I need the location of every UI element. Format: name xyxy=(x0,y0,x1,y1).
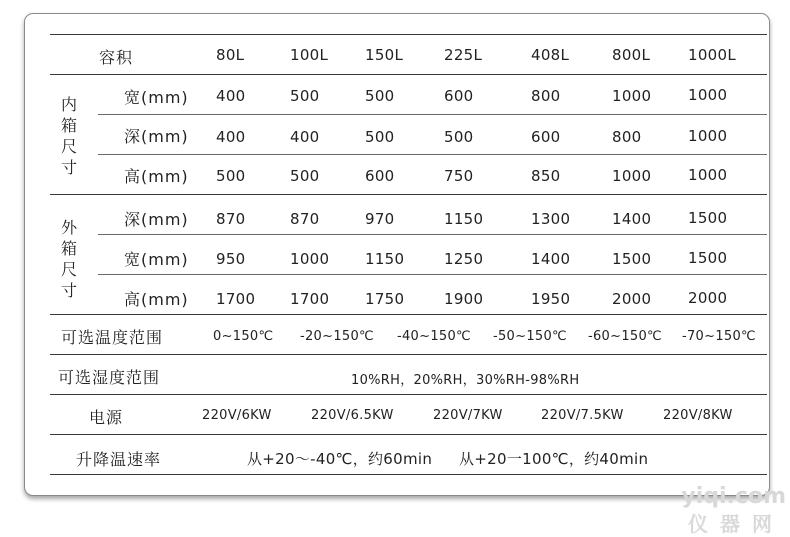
watermark xyxy=(666,484,786,536)
power-label: 电源 xyxy=(89,408,124,427)
power-cell: 220V/7.5KW xyxy=(541,408,624,423)
power-cell: 220V/7KW xyxy=(433,408,503,423)
rate-cool-value: 从+20～-40℃，约60min xyxy=(247,450,433,468)
temp-range-cell: -70~150℃ xyxy=(682,329,756,344)
volume-header-cell: 800L xyxy=(612,46,651,64)
table-subrule xyxy=(98,114,767,115)
inner-cell: 400 xyxy=(216,87,246,105)
inner-cell: 500 xyxy=(290,167,320,185)
power-cell: 220V/6.5KW xyxy=(311,408,394,423)
outer-cell: 1900 xyxy=(444,290,484,308)
outer-cell: 1300 xyxy=(531,210,571,228)
temp-range-cell: -20~150℃ xyxy=(300,329,374,344)
outer-cell: 2000 xyxy=(688,289,728,307)
inner-cell: 1000 xyxy=(612,167,652,185)
table-subrule xyxy=(98,154,767,155)
inner-cell: 500 xyxy=(365,87,395,105)
table-rule xyxy=(50,74,767,75)
table-rule xyxy=(50,474,767,475)
watermark-url: yiqi.com xyxy=(681,484,786,509)
inner-cell: 400 xyxy=(290,128,320,146)
table-rule xyxy=(50,434,767,435)
inner-cell: 750 xyxy=(444,167,474,185)
table-rule xyxy=(50,194,767,195)
inner-cell: 1000 xyxy=(688,127,728,145)
outer-cell: 1500 xyxy=(688,209,728,227)
outer-cell: 950 xyxy=(216,250,246,268)
temp-range-cell: -60~150℃ xyxy=(588,329,662,344)
inner-cell: 500 xyxy=(216,167,246,185)
inner-row-label: 高(mm) xyxy=(124,167,189,186)
outer-cell: 870 xyxy=(216,210,246,228)
inner-cell: 400 xyxy=(216,128,246,146)
power-cell: 220V/8KW xyxy=(663,408,733,423)
inner-box-group-label: 内 箱 尺 寸 xyxy=(60,95,77,177)
volume-header-cell: 150L xyxy=(365,46,404,64)
temp-range-cell: -50~150℃ xyxy=(493,329,567,344)
humidity-range-value: 10%RH，20%RH，30%RH-98%RH xyxy=(351,373,580,388)
outer-cell: 1750 xyxy=(365,290,405,308)
inner-row-label: 宽(mm) xyxy=(124,88,189,107)
temp-range-cell: 0~150℃ xyxy=(213,329,274,344)
outer-cell: 1150 xyxy=(365,250,405,268)
volume-header-cell: 408L xyxy=(531,46,570,64)
outer-cell: 1500 xyxy=(688,249,728,267)
outer-cell: 1700 xyxy=(216,290,256,308)
volume-header-cell: 80L xyxy=(216,46,245,64)
outer-cell: 1400 xyxy=(612,210,652,228)
rate-label: 升降温速率 xyxy=(76,450,162,469)
inner-cell: 500 xyxy=(290,87,320,105)
inner-cell: 850 xyxy=(531,167,561,185)
outer-row-label: 高(mm) xyxy=(124,290,189,309)
humidity-range-label: 可选湿度范围 xyxy=(58,368,161,387)
inner-cell: 600 xyxy=(365,167,395,185)
inner-cell: 500 xyxy=(444,128,474,146)
outer-row-label: 深(mm) xyxy=(124,210,189,229)
volume-header-cell: 1000L xyxy=(688,46,737,64)
outer-cell: 1400 xyxy=(531,250,571,268)
inner-cell: 600 xyxy=(531,128,561,146)
table-subrule xyxy=(98,234,767,235)
temp-range-label: 可选温度范围 xyxy=(61,328,164,347)
table-rule xyxy=(50,34,767,35)
outer-cell: 1500 xyxy=(612,250,652,268)
table-rule xyxy=(50,314,767,315)
outer-cell: 1000 xyxy=(290,250,330,268)
power-cell: 220V/6KW xyxy=(202,408,272,423)
outer-cell: 970 xyxy=(365,210,395,228)
inner-cell: 600 xyxy=(444,87,474,105)
inner-cell: 1000 xyxy=(688,86,728,104)
temp-range-cell: -40~150℃ xyxy=(397,329,471,344)
outer-cell: 870 xyxy=(290,210,320,228)
outer-cell: 1150 xyxy=(444,210,484,228)
outer-cell: 2000 xyxy=(612,290,652,308)
inner-cell: 800 xyxy=(531,87,561,105)
watermark-name: 仪器网 xyxy=(688,512,784,536)
inner-cell: 500 xyxy=(365,128,395,146)
volume-header-cell: 225L xyxy=(444,46,483,64)
volume-header-cell: 100L xyxy=(290,46,329,64)
inner-row-label: 深(mm) xyxy=(124,127,189,146)
outer-cell: 1250 xyxy=(444,250,484,268)
table-subrule xyxy=(98,274,767,275)
outer-cell: 1950 xyxy=(531,290,571,308)
outer-row-label: 宽(mm) xyxy=(124,250,189,269)
inner-cell: 800 xyxy=(612,128,642,146)
outer-box-group-label: 外 箱 尺 寸 xyxy=(60,218,77,300)
rate-heat-value: 从+20一100℃，约40min xyxy=(459,450,649,468)
outer-cell: 1700 xyxy=(290,290,330,308)
table-rule xyxy=(50,354,767,355)
volume-header-label: 容积 xyxy=(99,48,134,67)
inner-cell: 1000 xyxy=(688,166,728,184)
table-rule xyxy=(50,394,767,395)
inner-cell: 1000 xyxy=(612,87,652,105)
